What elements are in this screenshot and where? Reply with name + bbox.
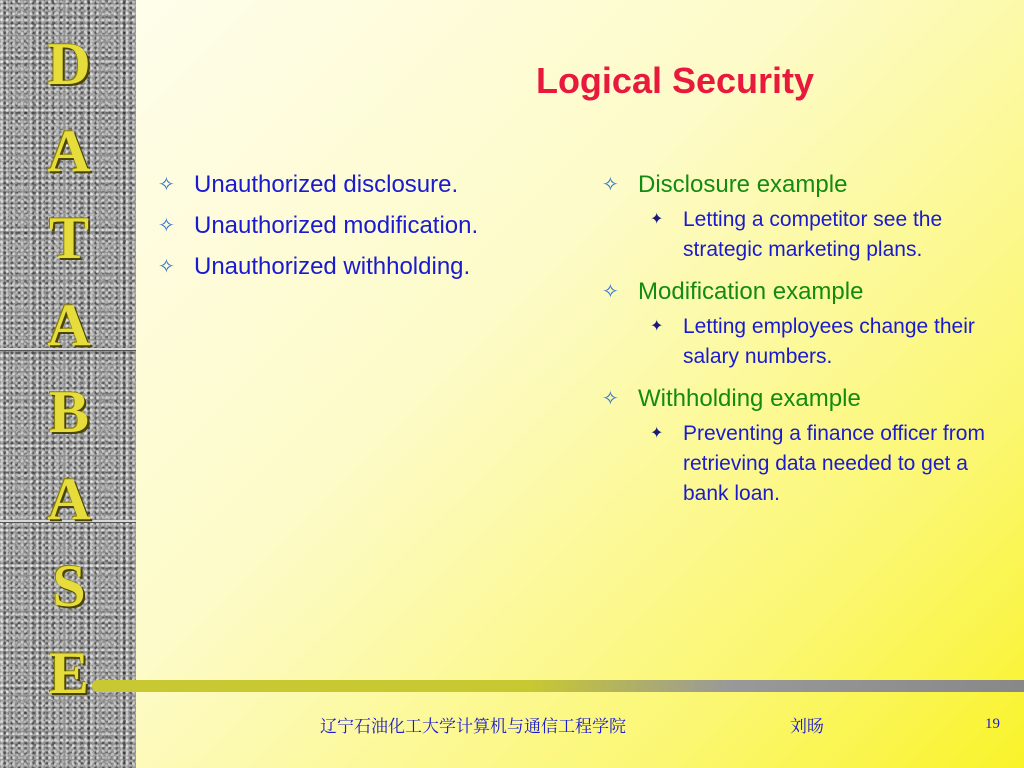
example-description: Letting a competitor see the strategic marketing plans. <box>683 208 943 261</box>
list-item-text: Unauthorized modification. <box>194 212 479 239</box>
diamond-star-bullet-icon: ✧ <box>158 256 175 278</box>
sidebar-letter: A <box>47 466 91 532</box>
diamond-star-bullet-icon: ✧ <box>158 174 175 196</box>
sub-list-item <box>602 312 1012 372</box>
diamond-star-bullet-icon: ✧ <box>602 174 619 196</box>
example-description: Preventing a finance officer from retrieving data needed to get a bank loan. <box>683 422 985 505</box>
list-item <box>602 382 1012 416</box>
list-item <box>158 209 558 243</box>
footer-author: 刘旸 <box>790 717 824 737</box>
list-item-text: Unauthorized withholding. <box>194 253 471 280</box>
four-point-star-bullet-icon: ✦ <box>650 425 664 442</box>
list-item-text: Unauthorized disclosure. <box>194 171 459 198</box>
sidebar-letter: B <box>48 379 90 445</box>
diamond-star-bullet-icon: ✧ <box>602 281 619 303</box>
page-number: 19 <box>985 716 1000 732</box>
diamond-star-bullet-icon: ✧ <box>602 388 619 410</box>
sidebar-letter: A <box>47 292 91 358</box>
list-item <box>602 275 1012 309</box>
example-heading: Withholding example <box>638 385 861 412</box>
footer-accent-bar-gray <box>530 680 1024 692</box>
list-item <box>158 250 558 284</box>
sidebar-letter: D <box>47 31 91 97</box>
diamond-star-bullet-icon: ✧ <box>158 215 175 237</box>
list-item <box>158 168 558 202</box>
four-point-star-bullet-icon: ✦ <box>650 211 664 228</box>
sidebar-letter: S <box>52 553 86 619</box>
granite-sidebar <box>0 0 136 768</box>
sub-list-item <box>602 419 1012 509</box>
footer-institution: 辽宁石油化工大学计算机与通信工程学院 <box>320 717 626 737</box>
example-heading: Disclosure example <box>638 171 848 198</box>
four-point-star-bullet-icon: ✦ <box>650 318 664 335</box>
left-bullet-list <box>158 168 558 291</box>
sidebar-letter: A <box>47 118 91 184</box>
example-heading: Modification example <box>638 278 864 305</box>
list-item <box>602 168 1012 202</box>
sidebar-database-letters <box>24 22 114 718</box>
sidebar-letter: T <box>48 205 90 271</box>
slide-title: Logical Security <box>535 60 815 101</box>
sidebar-letter: E <box>48 640 90 706</box>
right-bullet-list <box>602 168 1012 519</box>
sub-list-item <box>602 205 1012 265</box>
example-description: Letting employees change their salary numbers. <box>683 315 975 368</box>
